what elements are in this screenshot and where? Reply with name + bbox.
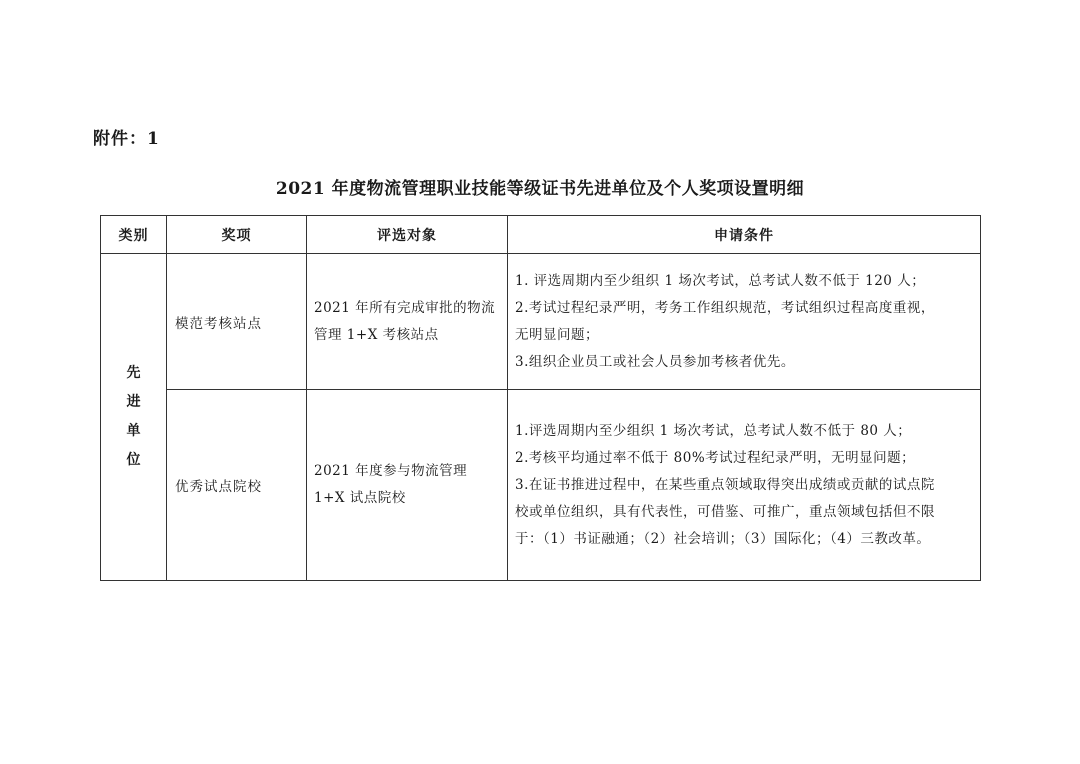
condition-line: 3.在证书推进过程中，在某些重点领域取得突出成绩或贡献的试点院	[515, 476, 935, 493]
document-title: 2021 年度物流管理职业技能等级证书先进单位及个人奖项设置明细	[275, 179, 805, 199]
target-cell: 2021 年度参与物流管理 1+X 试点院校	[307, 390, 508, 581]
category-char: 进	[126, 394, 141, 410]
award-cell: 模范考核站点	[167, 254, 307, 390]
condition-line: 校或单位组织，具有代表性，可借鉴、可推广，重点领域包括但不限	[515, 503, 935, 520]
condition-line: 于：（1）书证融通；（2）社会培训；（3）国际化；（4）三教改革。	[515, 530, 931, 547]
conditions-cell	[508, 254, 981, 390]
target-cell: 2021 年所有完成审批的物流管理 1+X 考核站点	[307, 254, 508, 390]
table-row	[101, 390, 981, 581]
condition-line: 1.评选周期内至少组织 1 场次考试，总考试人数不低于 80 人；	[515, 422, 912, 439]
condition-line: 1. 评选周期内至少组织 1 场次考试，总考试人数不低于 120 人；	[515, 272, 926, 289]
condition-line: 2.考核平均通过率不低于 80%考试过程纪录严明，无明显问题；	[515, 449, 916, 466]
header-conditions: 申请条件	[508, 216, 981, 254]
category-cell	[101, 254, 167, 581]
header-target: 评选对象	[307, 216, 508, 254]
conditions-cell	[508, 390, 981, 581]
condition-line: 2.考试过程纪录严明，考务工作组织规范，考试组织过程高度重视，	[515, 299, 935, 316]
table-header-row	[101, 216, 981, 254]
attachment-label: 附件：1	[93, 129, 160, 149]
header-award: 奖项	[167, 216, 307, 254]
award-cell: 优秀试点院校	[167, 390, 307, 581]
category-char: 先	[126, 365, 141, 381]
condition-line: 无明显问题；	[515, 326, 599, 343]
condition-line: 3.组织企业员工或社会人员参加考核者优先。	[515, 353, 795, 370]
category-char: 单	[126, 423, 141, 439]
award-table	[100, 215, 981, 581]
header-category: 类别	[101, 216, 167, 254]
category-char: 位	[126, 452, 141, 468]
table-row	[101, 254, 981, 390]
